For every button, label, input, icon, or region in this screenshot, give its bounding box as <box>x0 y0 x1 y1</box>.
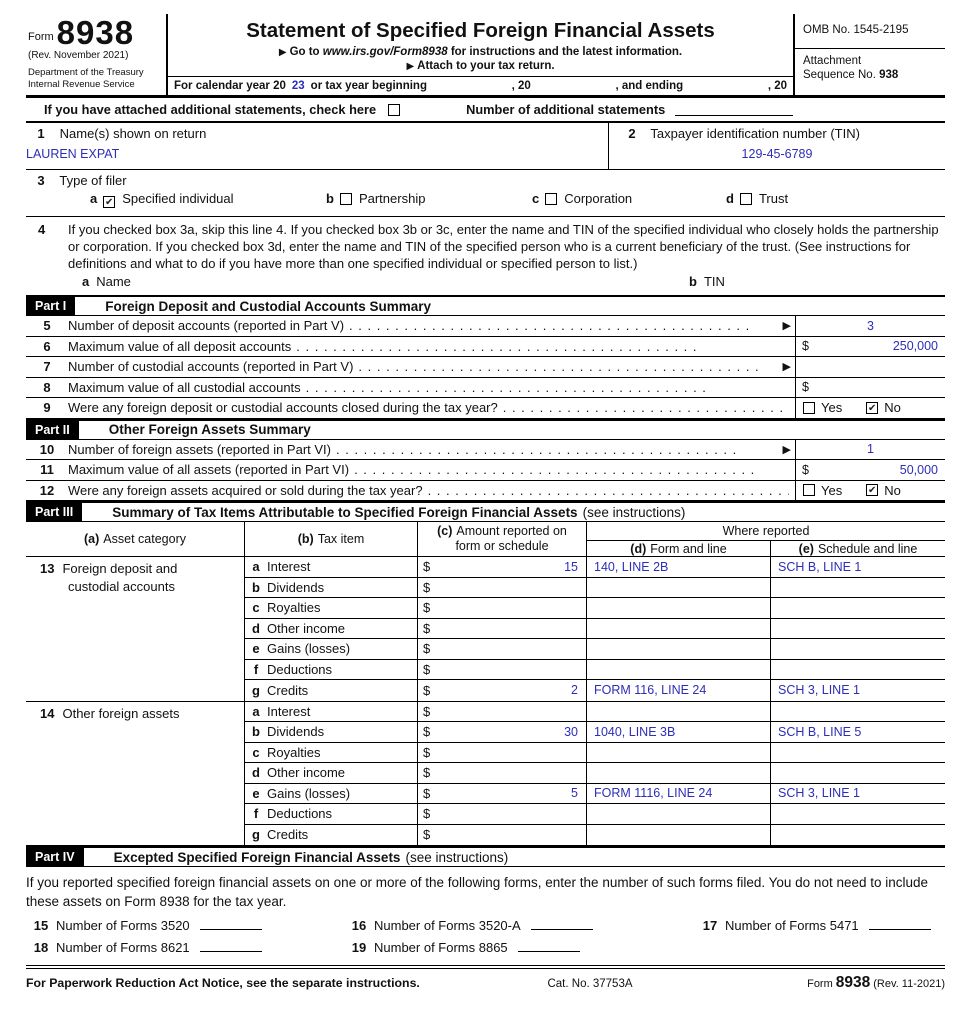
schedule-line-field[interactable]: SCH B, LINE 5 <box>770 722 945 742</box>
deposit-accounts-count-field[interactable]: 3 <box>795 316 945 336</box>
item-letter: f <box>253 661 259 677</box>
no-label: No <box>884 400 901 416</box>
filer-option-corporation <box>532 191 632 206</box>
item-label: Royalties <box>267 600 321 616</box>
part3-title-note: (see instructions) <box>582 504 686 520</box>
specified-individual-checkbox[interactable]: ✔ <box>105 197 114 208</box>
section-13 <box>26 557 945 702</box>
forms-3520a-count-field[interactable] <box>531 917 593 930</box>
schedule-line-field[interactable] <box>770 660 945 680</box>
item-letter: b <box>252 724 260 740</box>
header-text: Form and line <box>650 541 727 556</box>
schedule-line-field[interactable] <box>770 598 945 618</box>
row-9 <box>26 398 945 419</box>
forms-8865-item <box>344 939 695 955</box>
form-id-block <box>26 14 168 95</box>
filer-option-partnership <box>326 191 425 206</box>
section-number: 14 <box>40 705 55 721</box>
form-line-field[interactable] <box>586 763 770 783</box>
row-13g <box>245 680 945 701</box>
name-tin-row <box>26 123 945 170</box>
part3-table-header <box>26 522 945 557</box>
item-number: 19 <box>351 940 367 955</box>
header-text-2: form or schedule <box>455 539 549 553</box>
assets-max-value-cell <box>795 460 945 480</box>
part4-title-note: (see instructions) <box>405 849 509 865</box>
number-of-statements-label: Number of additional statements <box>466 102 666 117</box>
agency-line-1: Department of the Treasury <box>28 67 144 78</box>
dollar-sign: $ <box>423 600 431 616</box>
part1-label: Part I <box>26 297 75 315</box>
line4b <box>689 274 725 289</box>
trust-checkbox[interactable] <box>740 193 752 205</box>
deposit-max-value-cell <box>795 337 945 357</box>
row-14g <box>245 825 945 846</box>
part4-intro: If you reported specified foreign financial assets on one or more of the following forms, enter the number of such forms filed. You do not need to include these assets on Form 8938 for the tax year. <box>26 875 929 909</box>
no-label: No <box>884 482 901 498</box>
row-10 <box>26 440 945 461</box>
row-13d <box>245 619 945 640</box>
row-14e <box>245 784 945 805</box>
row-14b <box>245 722 945 743</box>
forms-3520a-item <box>344 917 695 933</box>
part2-title: Other Foreign Assets Summary <box>108 422 311 437</box>
row-number: 5 <box>43 318 51 334</box>
corporation-checkbox[interactable] <box>545 193 557 205</box>
item-letter: g <box>252 682 260 698</box>
assets-max-value-field[interactable]: 50,000 <box>899 462 938 477</box>
deposit-max-value-field[interactable]: 250,000 <box>892 339 938 354</box>
part3-label: Part III <box>26 503 82 521</box>
accounts-closed-yes-checkbox[interactable] <box>803 402 815 414</box>
item-label: Dividends <box>267 579 325 595</box>
dot-leader <box>503 400 789 415</box>
dollar-sign: $ <box>423 765 431 781</box>
header-amount <box>418 522 587 556</box>
form-line-field[interactable]: 1040, LINE 3B <box>586 722 770 742</box>
line1-number: 1 <box>37 126 45 141</box>
header-tax-item <box>245 522 418 556</box>
row-14a <box>245 702 945 723</box>
form-word: Form <box>28 31 54 43</box>
dollar-sign: $ <box>802 380 809 395</box>
goto-url: www.irs.gov/Form8938 <box>322 46 448 58</box>
line4-text: If you checked box 3a, skip this line 4. If you checked box 3b or 3c, enter the name and TIN of the specified individual who closely holds the partnership or corporation. If you checked box 3d, enter the name and TIN of the specified person who is a current beneficiary of the trust. (See instructions for definitions and what to do if you have more than one specified individual or specified person to list.) <box>68 222 939 271</box>
accounts-closed-yesno <box>795 398 945 418</box>
dollar-sign: $ <box>423 579 431 595</box>
item-label: Credits <box>267 682 309 698</box>
item-label: Other income <box>267 765 346 781</box>
option-label: Partnership <box>358 191 426 206</box>
option-label: Specified individual <box>122 191 234 206</box>
dot-leader <box>296 339 789 354</box>
row-6 <box>26 337 945 358</box>
accounts-closed-no-checkbox[interactable]: ✔ <box>868 402 877 414</box>
row-label: Maximum value of all custodial accounts <box>68 379 301 395</box>
schedule-line-field[interactable] <box>770 578 945 598</box>
item-label: Royalties <box>267 744 321 760</box>
dot-leader <box>354 462 789 477</box>
item-number: 15 <box>33 918 49 933</box>
row-label: Maximum value of all assets (reported in Part VI) <box>68 462 350 478</box>
part3-title-text: Summary of Tax Items Attributable to Specified Foreign Financial Assets <box>112 504 578 520</box>
part3-bar <box>26 501 945 522</box>
form-header <box>26 14 945 98</box>
dollar-sign: $ <box>423 559 431 575</box>
form-line-field[interactable] <box>586 619 770 639</box>
form-line-field[interactable] <box>586 825 770 846</box>
line2-label: Taxpayer identification number (TIN) <box>650 126 860 141</box>
row-14f <box>245 804 945 825</box>
form-line-field[interactable] <box>586 598 770 618</box>
section14-category <box>26 702 245 846</box>
goto-suffix: for instructions and the latest information. <box>447 46 683 58</box>
forms-5471-count-field[interactable] <box>869 917 931 930</box>
schedule-line-field[interactable] <box>770 743 945 763</box>
dollar-sign: $ <box>423 661 431 677</box>
dollar-sign: $ <box>423 703 431 719</box>
assets-acquired-yes-checkbox[interactable] <box>803 484 815 496</box>
row-13c <box>245 598 945 619</box>
line4-number: 4 <box>38 222 46 237</box>
tin-field-block <box>608 123 945 169</box>
form-line-field[interactable]: FORM 116, LINE 24 <box>586 680 770 701</box>
sequence-label: Sequence No. <box>803 69 880 81</box>
goto-prefix: Go to <box>289 46 323 58</box>
additional-statements-row <box>26 98 945 123</box>
header-tag: (a) <box>84 532 100 546</box>
partnership-checkbox[interactable] <box>340 193 352 205</box>
line4a-letter: a <box>82 274 90 289</box>
custodial-max-value-cell <box>795 378 945 398</box>
header-text: Amount reported on <box>456 524 567 538</box>
name-field[interactable]: LAUREN EXPAT <box>26 147 120 161</box>
row-8 <box>26 378 945 399</box>
dollar-sign: $ <box>423 724 431 740</box>
line3-number: 3 <box>37 173 45 188</box>
forms-5471-item <box>695 917 945 933</box>
item-letter: d <box>252 765 260 781</box>
option-letter: d <box>726 191 734 206</box>
part3-title <box>112 503 685 521</box>
row-number: 11 <box>40 462 54 478</box>
row-13e <box>245 639 945 660</box>
item-letter: a <box>252 559 260 575</box>
header-text: Tax item <box>317 532 365 546</box>
calendar-ending: , and ending <box>615 80 684 92</box>
forms-8621-item <box>26 939 344 955</box>
item-label: Number of Forms 8865 <box>374 940 508 955</box>
part4-title <box>114 848 509 866</box>
row-label: Were any foreign assets acquired or sold during the tax year? <box>68 482 423 498</box>
dollar-sign: $ <box>423 785 431 801</box>
omb-block <box>795 14 945 95</box>
filer-option-specified-individual <box>90 191 234 208</box>
footer-revision: (Rev. 11-2021) <box>873 978 945 990</box>
calendar-prefix: For calendar year 20 <box>174 80 286 92</box>
form-number: 8938 <box>56 14 135 51</box>
forms-3520-count-field[interactable] <box>200 917 262 930</box>
item-number: 17 <box>702 918 718 933</box>
row-label: Were any foreign deposit or custodial accounts closed during the tax year? <box>68 400 498 416</box>
item-label: Number of Forms 3520-A <box>374 918 521 933</box>
line4a <box>82 274 131 289</box>
item-letter: f <box>253 806 259 822</box>
calendar-mid: or tax year beginning <box>310 80 427 92</box>
calendar-year-row <box>168 76 793 95</box>
form-line-field[interactable]: 140, LINE 2B <box>586 557 770 577</box>
form-line-field[interactable] <box>586 639 770 659</box>
row-number: 9 <box>43 400 51 416</box>
line4b-letter: b <box>689 274 697 289</box>
row-label: Maximum value of all deposit accounts <box>68 338 292 354</box>
item-label: Number of Forms 5471 <box>725 918 859 933</box>
item-label: Deductions <box>267 661 333 677</box>
form-footer <box>26 965 945 992</box>
form-line-field[interactable] <box>586 804 770 824</box>
schedule-line-field[interactable] <box>770 825 945 846</box>
option-label: Trust <box>758 191 789 206</box>
footer-form-word: Form <box>807 978 833 990</box>
schedule-line-field[interactable] <box>770 639 945 659</box>
forms-3520-item <box>26 917 344 933</box>
header-tag: (d) <box>630 541 647 556</box>
row-label: Number of deposit accounts (reported in Part V) <box>68 318 345 334</box>
row-14c <box>245 743 945 764</box>
header-asset-category <box>26 522 245 556</box>
pointer-icon: ▶ <box>278 47 287 58</box>
item-letter: c <box>252 600 260 616</box>
footer-form-number: 8938 <box>835 974 871 991</box>
calendar-year-field[interactable]: 23 <box>291 80 305 92</box>
assets-acquired-no-checkbox[interactable]: ✔ <box>868 485 877 497</box>
item-letter: d <box>252 620 260 636</box>
filer-option-trust <box>726 191 788 206</box>
paperwork-notice: For Paperwork Reduction Act Notice, see the separate instructions. <box>26 976 420 990</box>
schedule-line-field[interactable]: SCH 3, LINE 1 <box>770 680 945 701</box>
omb-number: OMB No. 1545-2195 <box>795 14 945 49</box>
section-14 <box>26 702 945 847</box>
where-reported-label: Where reported <box>587 522 945 541</box>
item-letter: b <box>252 579 260 595</box>
form-revision: (Rev. November 2021) <box>28 50 129 61</box>
custodial-accounts-count-field[interactable] <box>795 357 945 377</box>
section-number: 13 <box>40 561 55 576</box>
schedule-line-field[interactable] <box>770 619 945 639</box>
tin-field[interactable]: 129-45-6789 <box>741 147 813 161</box>
assets-acquired-yesno <box>795 481 945 501</box>
item-number: 16 <box>351 918 367 933</box>
line3-label: Type of filer <box>59 173 127 188</box>
yes-label: Yes <box>821 400 843 416</box>
item-label: Dividends <box>267 724 325 740</box>
row-label: Number of foreign assets (reported in Part VI) <box>68 441 332 457</box>
row-number: 6 <box>43 338 51 354</box>
item-label: Interest <box>267 703 311 719</box>
part2-bar <box>26 419 945 440</box>
item-label: Deductions <box>267 806 333 822</box>
pointer-icon: ▶ <box>782 320 791 333</box>
item-label: Number of Forms 3520 <box>56 918 190 933</box>
header-tag: (c) <box>437 524 453 538</box>
part4-label: Part IV <box>26 848 84 866</box>
option-letter: a <box>90 191 98 206</box>
dollar-sign: $ <box>802 462 809 477</box>
part1-title: Foreign Deposit and Custodial Accounts Summary <box>105 298 432 314</box>
row-14d <box>245 763 945 784</box>
number-of-statements-field[interactable] <box>675 103 793 116</box>
form-line-field[interactable] <box>586 578 770 598</box>
item-label: Interest <box>267 559 311 575</box>
dollar-sign: $ <box>423 744 431 760</box>
amount-field[interactable]: 2 <box>571 683 578 698</box>
dollar-sign: $ <box>423 641 431 657</box>
header-where-reported <box>587 522 945 556</box>
dollar-sign: $ <box>423 620 431 636</box>
item-label: Credits <box>267 827 309 843</box>
dollar-sign: $ <box>423 682 431 698</box>
amount-field[interactable]: 5 <box>571 786 578 801</box>
dollar-sign: $ <box>423 806 431 822</box>
item-label: Gains (losses) <box>267 785 351 801</box>
calendar-comma20-2: , 20 <box>767 80 788 92</box>
form-line-field[interactable]: FORM 1116, LINE 24 <box>586 784 770 804</box>
dot-leader <box>428 483 789 498</box>
additional-statements-checkbox[interactable] <box>388 104 400 116</box>
forms-8621-count-field[interactable] <box>200 939 262 952</box>
category-line1: Other foreign assets <box>62 705 180 721</box>
part1-bar <box>26 295 945 316</box>
row-13f <box>245 660 945 681</box>
option-label: Corporation <box>564 191 633 206</box>
part4-items <box>26 915 945 965</box>
row-number: 7 <box>43 359 51 375</box>
yes-label: Yes <box>821 482 843 498</box>
row-label: Number of custodial accounts (reported in Part V) <box>68 359 354 375</box>
dot-leader <box>358 359 776 374</box>
item-letter: a <box>252 703 260 719</box>
schedule-line-field[interactable] <box>770 804 945 824</box>
header-form-and-line <box>587 541 771 556</box>
item-letter: e <box>252 641 260 657</box>
catalog-number: Cat. No. 37753A <box>547 978 633 990</box>
attach-text: Attach to your tax return. <box>417 60 555 72</box>
row-number: 10 <box>39 441 55 457</box>
footer-form-id <box>695 974 945 992</box>
option-letter: c <box>532 191 540 206</box>
form-line-field[interactable] <box>586 660 770 680</box>
attachment-label: Attachment <box>803 55 862 67</box>
dollar-sign: $ <box>802 339 809 354</box>
dot-leader <box>349 318 777 333</box>
row-7 <box>26 357 945 378</box>
row-number: 8 <box>43 379 51 395</box>
option-letter: b <box>326 191 334 206</box>
row-5 <box>26 316 945 337</box>
line4a-label: Name <box>96 274 131 289</box>
name-field-block <box>26 123 608 169</box>
dollar-sign: $ <box>423 827 431 843</box>
schedule-line-field[interactable] <box>770 763 945 783</box>
form-line-field[interactable] <box>586 743 770 763</box>
category-line1: Foreign deposit and <box>62 561 178 576</box>
pointer-icon: ▶ <box>782 443 791 456</box>
pointer-icon: ▶ <box>782 361 791 374</box>
type-of-filer-block <box>26 170 945 217</box>
item-label: Number of Forms 8621 <box>56 940 190 955</box>
attach-line <box>168 60 793 72</box>
line2-number: 2 <box>628 126 636 141</box>
part4-title-text: Excepted Specified Foreign Financial Assets <box>113 849 401 865</box>
schedule-line-field[interactable] <box>770 702 945 722</box>
header-text: Asset category <box>103 532 186 546</box>
item-label: Other income <box>267 620 346 636</box>
foreign-assets-count-field[interactable]: 1 <box>795 440 945 460</box>
header-tag: (e) <box>798 541 814 556</box>
amount-field[interactable]: 15 <box>564 559 578 574</box>
row-13a <box>245 557 945 578</box>
calendar-comma20-1: , 20 <box>511 80 531 92</box>
dot-leader <box>336 442 777 457</box>
row-number: 12 <box>39 482 55 498</box>
forms-8865-count-field[interactable] <box>518 939 580 952</box>
header-tag: (b) <box>297 532 314 546</box>
schedule-line-field[interactable]: SCH 3, LINE 1 <box>770 784 945 804</box>
additional-statements-label: If you have attached additional statements, check here <box>44 102 377 117</box>
item-letter: g <box>252 827 260 843</box>
item-number: 18 <box>33 940 49 955</box>
agency-line-2: Internal Revenue Service <box>28 79 135 90</box>
row-13b <box>245 578 945 599</box>
line1-label: Name(s) shown on return <box>59 126 207 141</box>
part4-bar <box>26 846 945 867</box>
item-letter: c <box>252 744 260 760</box>
dot-leader <box>306 380 789 395</box>
item-letter: e <box>252 785 260 801</box>
item-label: Gains (losses) <box>267 641 351 657</box>
form-title: Statement of Specified Foreign Financial Assets <box>246 19 715 42</box>
header-text: Schedule and line <box>817 541 918 556</box>
line4-block <box>26 217 945 295</box>
category-line2: custodial accounts <box>68 579 175 594</box>
line4b-label: TIN <box>703 274 725 289</box>
goto-line <box>168 46 793 58</box>
form-line-field[interactable] <box>586 702 770 722</box>
part2-label: Part II <box>26 421 79 439</box>
row-11 <box>26 460 945 481</box>
row-12 <box>26 481 945 502</box>
section13-category <box>26 557 245 701</box>
amount-field[interactable]: 30 <box>564 724 578 739</box>
sequence-number: 938 <box>879 69 899 81</box>
pointer-icon: ▶ <box>406 61 415 72</box>
schedule-line-field[interactable]: SCH B, LINE 1 <box>770 557 945 577</box>
form-title-block <box>168 14 795 95</box>
header-schedule-and-line <box>771 541 945 556</box>
